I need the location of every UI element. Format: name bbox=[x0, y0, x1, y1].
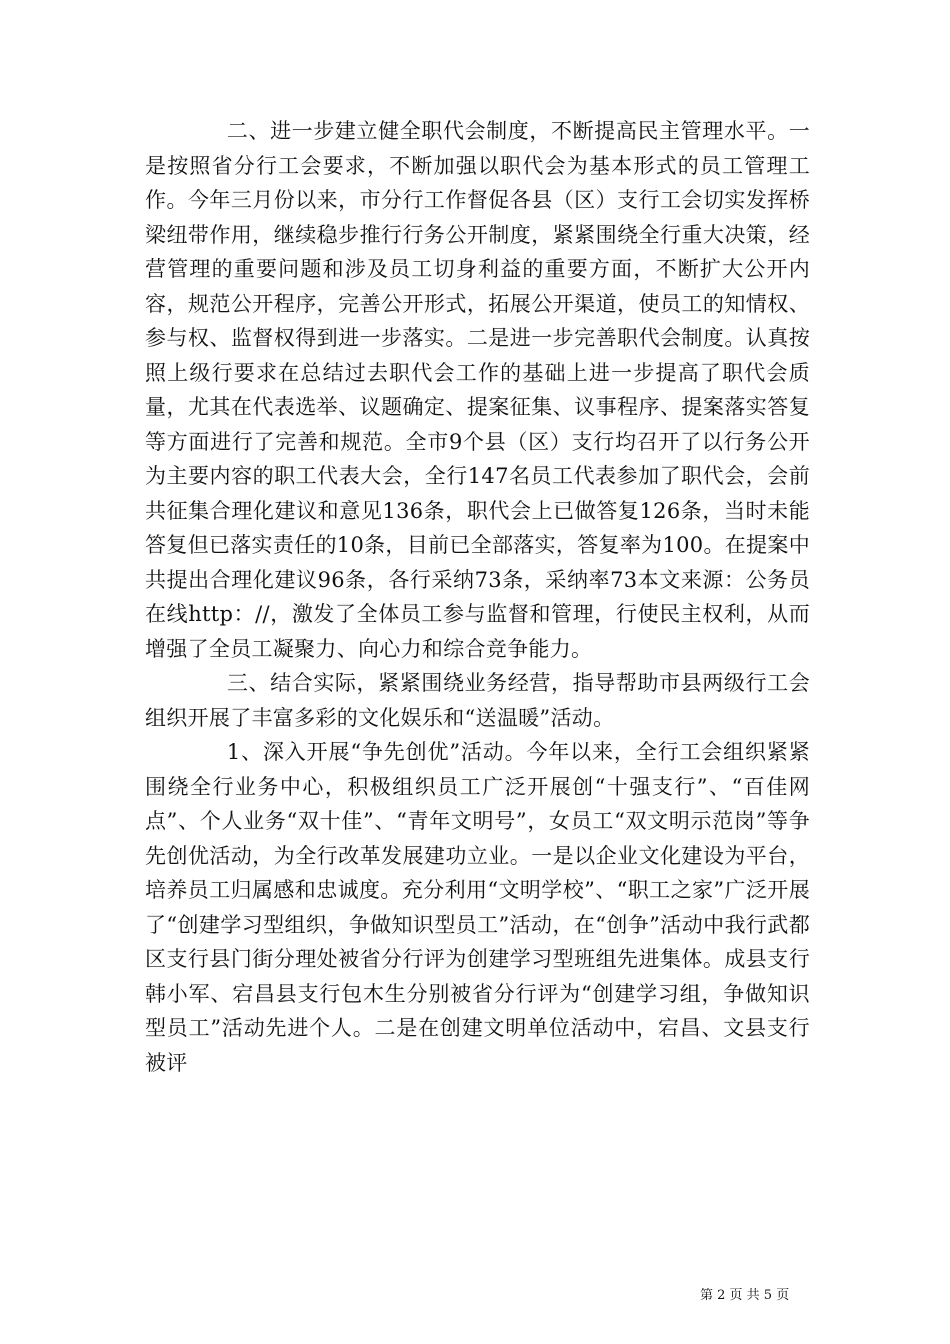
page-number-footer: 第 2 页 共 5 页 bbox=[700, 1288, 790, 1303]
paragraph-section-3: 三、结合实际，紧紧围绕业务经营，指导帮助市县两级行工会组织开展了丰富多彩的文化娱乐和“送温暖”活动。 bbox=[145, 671, 810, 730]
document-body bbox=[145, 114, 810, 1080]
paragraph-section-2: 二、进一步建立健全职代会制度，不断提高民主管理水平。一是按照省分行工会要求，不断加强以职代会为基本形式的员工管理工作。今年三月份以来，市分行工作督促各县（区）支行工会切实发挥桥梁纽带作用，继续稳步推行行务公开制度，紧紧围绕全行重大决策，经营管理的重要问题和涉及员工切身利益的重要方面，不断扩大公开内容，规范公开程序，完善公开形式，拓展公开渠道，使员工的知情权、参与权、监督权得到进一步落实。二是进一步完善职代会制度。认真按照上级行要求在总结过去职代会工作的基础上进一步提高了职代会质量，尤其在代表选举、议题确定、提案征集、议事程序、提案落实答复等方面进行了完善和规范。全市9个县（区）支行均召开了以行务公开为主要内容的职工代表大会，全行147名员工代表参加了职代会，会前共征集合理化建议和意见136条，职代会上已做答复126条，当时未能答复但已落实责任的10条，目前已全部落实，答复率为100。在提案中共提出合理化建议96条，各行采纳73条，采纳率73本文来源：公务员在线http：//，激发了全体员工参与监督和管理，行使民主权利，从而增强了全员工凝聚力、向心力和综合竞争能力。 bbox=[145, 119, 810, 661]
paragraph-item-1: 1、深入开展“争先创优”活动。今年以来，全行工会组织紧紧围绕全行业务中心，积极组织员工广泛开展创“十强支行”、“百佳网点”、个人业务“双十佳”、“青年文明号”，女员工“双文明示范岗”等争先创优活动，为全行改革发展建功立业。一是以企业文化建设为平台，培养员工归属感和忠诚度。充分利用“文明学校”、“职工之家”广泛开展了“创建学习型组织，争做知识型员工”活动，在“创争”活动中我行武都区支行县门街分理处被省分行评为创建学习型班组先进集体。成县支行韩小军、宕昌县支行包木生分别被省分行评为“创建学习组，争做知识型员工”活动先进个人。二是在创建文明单位活动中，宕昌、文县支行被评 bbox=[145, 740, 810, 1075]
